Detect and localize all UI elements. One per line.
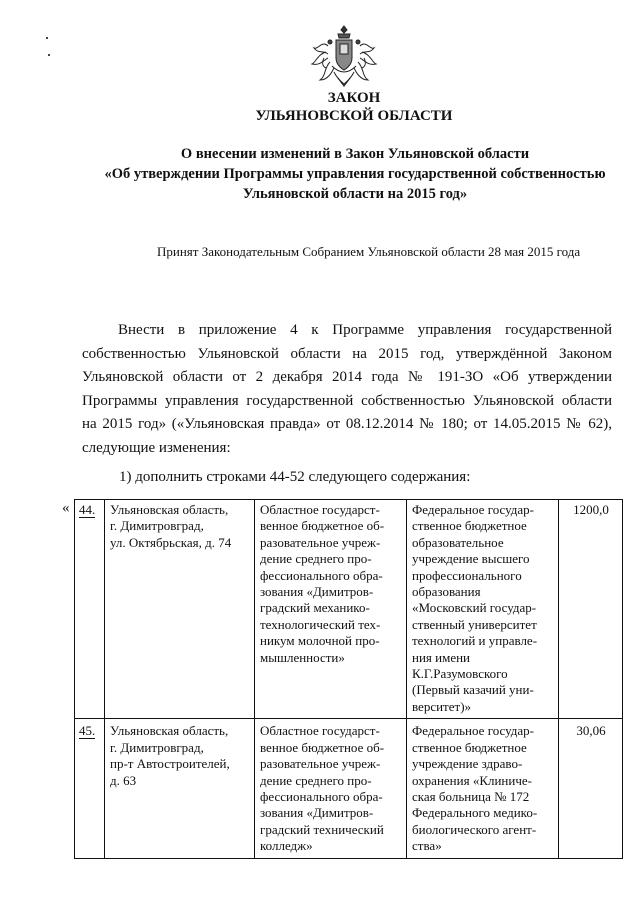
cell-line: ул. Октябрьская, д. 74: [110, 534, 232, 550]
cell-line: разовательное учреж-: [260, 534, 381, 550]
cell-line: Областное государст-: [260, 723, 380, 739]
cell-line: венное бюджетное об-: [260, 739, 385, 755]
cell-line: (Первый казачий уни-: [412, 682, 534, 698]
cell-line: венное бюджетное об-: [260, 518, 385, 534]
recipient-cell: [407, 500, 559, 719]
cell-line: Федеральное государ-: [412, 723, 535, 739]
cell-line: Федеральное государ-: [412, 502, 535, 517]
cell-line: ства»: [412, 838, 442, 854]
cell-line: Ульяновская область,: [110, 723, 229, 739]
row-number-cell: [75, 500, 105, 719]
paragraph-line: Внести в приложение 4 к Программе управления государственной: [118, 322, 612, 338]
cell-line: дение среднего про-: [260, 551, 372, 567]
property-table: [74, 499, 623, 859]
table-row: [75, 500, 623, 719]
subject-line-1: О внесении изменений в Закон Ульяновской области: [180, 146, 530, 162]
cell-line: ственное бюджетное: [412, 739, 527, 755]
cell-line: Областное государст-: [260, 502, 380, 517]
main-paragraph: [82, 319, 612, 460]
cell-line: пр-т Автостроителей,: [110, 756, 230, 772]
cell-line: образовательное: [412, 534, 504, 550]
row-number: 44.: [79, 502, 96, 517]
cell-line: разовательное учреж-: [260, 756, 381, 772]
cell-line: учреждение высшего: [412, 551, 530, 567]
subject-line-2: «Об утверждении Программы управления государственной собственностью: [104, 166, 606, 182]
opening-quote: «: [62, 500, 70, 516]
cell-line: ская больница № 172: [412, 788, 530, 804]
item-1-text: 1) дополнить строками 44-52 следующего содержания:: [119, 469, 471, 485]
value-text: 30,06: [576, 723, 606, 739]
cell-line: дение среднего про-: [260, 772, 372, 788]
cell-line: технологий и управле-: [412, 633, 538, 649]
cell-line: градский механико-: [260, 600, 370, 616]
cell-line: никум молочной про-: [260, 633, 380, 649]
cell-line: д. 63: [110, 772, 137, 788]
row-number-cell: [75, 719, 105, 858]
value-cell: [559, 500, 623, 719]
cell-line: градский технический: [260, 821, 384, 837]
cell-line: г. Димитровград,: [110, 739, 204, 755]
cell-line: учреждение здраво-: [412, 756, 523, 772]
cell-line: Ульяновская область,: [110, 502, 229, 517]
cell-line: профессионального: [412, 567, 522, 583]
paragraph-line: Ульяновской области от 2 декабря 2014 года № 191-ЗО «Об утверждении: [82, 369, 612, 385]
cell-line: г. Димитровград,: [110, 518, 204, 534]
recipient-cell: [407, 719, 559, 858]
cell-line: образования: [412, 584, 481, 600]
law-title-line-1: ЗАКОН: [327, 90, 381, 106]
paragraph-line: Программы управления государственной собственностью Ульяновской области: [82, 392, 612, 409]
cell-line: фессионального обра-: [260, 788, 383, 804]
cell-line: ния имени: [412, 649, 471, 665]
cell-line: К.Г.Разумовского: [412, 666, 508, 682]
value-cell: [559, 719, 623, 858]
law-title-line-2: УЛЬЯНОВСКОЙ ОБЛАСТИ: [255, 108, 453, 124]
cell-line: охранения «Клиниче-: [412, 772, 532, 788]
cell-line: биологического агент-: [412, 821, 537, 837]
subject-line-3: Ульяновской области на 2015 год»: [242, 186, 468, 202]
cell-line: верситет)»: [412, 698, 472, 714]
cell-line: колледж»: [260, 838, 313, 854]
cell-line: фессионального обра-: [260, 567, 383, 583]
cell-line: зования «Димитров-: [260, 805, 374, 821]
cell-line: ственное бюджетное: [412, 518, 527, 534]
table-row: [75, 719, 623, 858]
holder-cell: [255, 500, 407, 719]
cell-line: «Московский государ-: [412, 600, 537, 616]
adoption-statement: Принят Законодательным Собранием Ульяновской области 28 мая 2015 года: [157, 244, 581, 259]
paragraph-line: собственностью Ульяновской области на 2015 год, утверждённой Законом: [82, 345, 612, 362]
cell-line: зования «Димитров-: [260, 584, 374, 600]
value-text: 1200,0: [573, 502, 609, 517]
coat-of-arms-emblem: [308, 22, 380, 90]
cell-line: технологический тех-: [260, 616, 381, 632]
paragraph-line: на 2015 год» («Ульяновская правда» от 08.12.2014 № 180; от 14.05.2015 № 62),: [82, 416, 612, 432]
paragraph-line: следующие изменения:: [82, 439, 231, 456]
holder-cell: [255, 719, 407, 858]
cell-line: мышленности»: [260, 649, 345, 665]
row-number: 45.: [79, 723, 96, 739]
cell-line: Федерального медико-: [412, 805, 538, 821]
address-cell: [105, 500, 255, 719]
cell-line: ственный университет: [412, 616, 537, 632]
address-cell: [105, 719, 255, 858]
